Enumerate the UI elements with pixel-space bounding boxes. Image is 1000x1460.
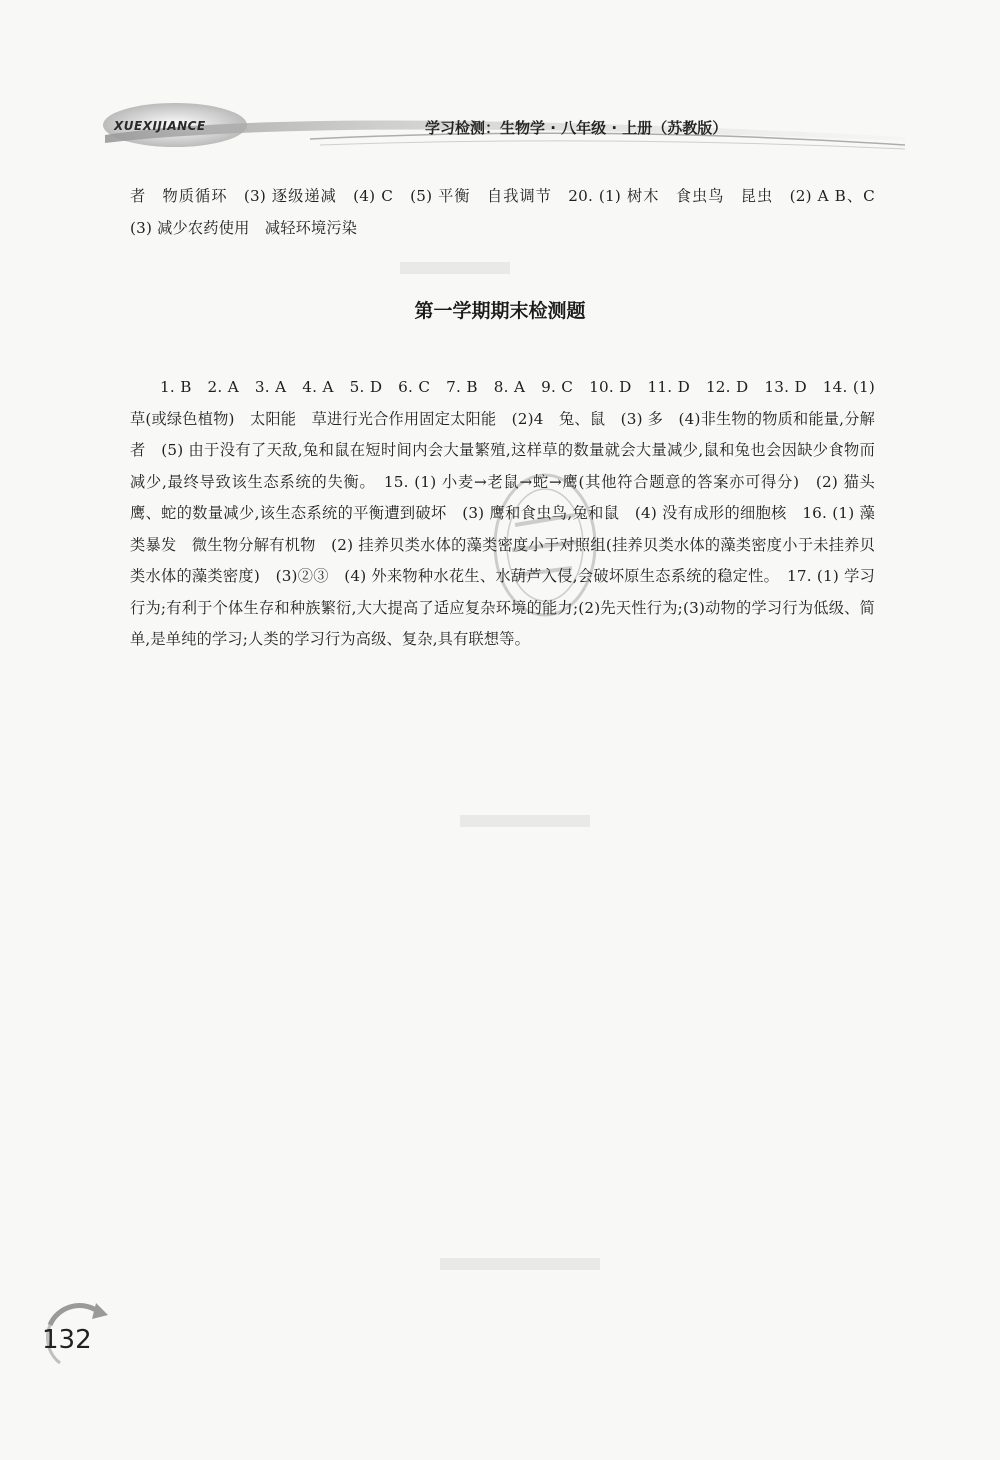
faint-bleed-through <box>440 1258 600 1270</box>
page-header <box>100 95 905 155</box>
page-number-badge <box>30 1295 120 1375</box>
section-title: 第一学期期末检测题 <box>414 300 586 322</box>
watermark-stamp <box>490 470 600 620</box>
faint-bleed-through <box>460 815 590 827</box>
answer-text: 1. B 2. A 3. A 4. A 5. D 6. C 7. B 8. A 9. C 10. D 11. D 12. D 13. D 14. (1) 草(或绿色植物) 太阳能 草进行光合作用固定太阳能 (2)4 兔、鼠 (3) 多 (4)非生物的物质和能量,分解者 (5) 由于没有了天敌,兔和鼠在短时间内会大量繁殖,这样草的数量就会大量减少,鼠和兔也会因缺少食物而减少,最终导致该生态系统的失衡。 15. (1) 小麦→老鼠→蛇→鹰(其他符合题意的答案亦可得分) (2) 猫头鹰、蛇的数量减少,该生态系统的平衡遭到破坏 (3) 鹰和食虫鸟,兔和鼠 (4) 没有成形的细胞核 16. (1) 藻类暴发 微生物分解有机物 (2) 挂养贝类水体的藻类密度小于对照组(挂养贝类水体的藻类密度小于未挂养贝类水体的藻类密度) (3)②③ (4) 外来物种水花生、水葫芦入侵,会破坏原生态系统的稳定性。 17. (1) 学习行为;有利于个体生存和种族繁衍,大大提高了适应复杂环境的能力;(2)先天性行为;(3)动物的学习行为低级、简单,是单纯的学习;人类的学习行为高级、复杂,具有联想等。 <box>130 378 875 648</box>
book-title: 学习检测：生物学 · 八年级 · 上册（苏教版） <box>425 119 728 137</box>
page-number: 132 <box>42 1325 92 1355</box>
faint-bleed-through <box>400 262 510 274</box>
continued-answers: 者 物质循环 (3) 逐级递减 (4) C (5) 平衡 自我调节 20. (1) 树木 食虫鸟 昆虫 (2) A B、C (3) 减少农药使用 减轻环境污染 <box>130 187 891 237</box>
logo-text: XUEXIJIANCE <box>114 119 206 133</box>
